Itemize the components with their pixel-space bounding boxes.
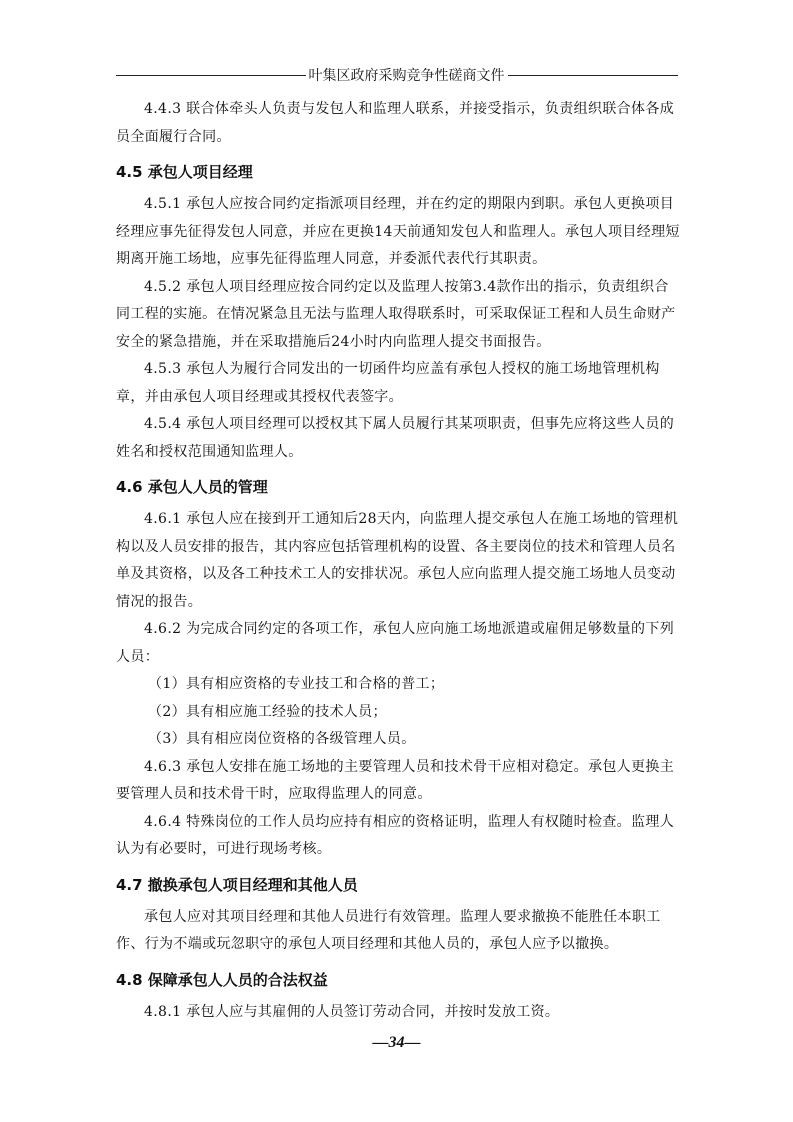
paragraph-4-4-3: 4.4.3 联合体牵头人负责与发包人和监理人联系，并接受指示，负责组织联合体各成员全面履行合同。 xyxy=(116,101,675,145)
page-number: —34— xyxy=(372,1034,421,1051)
paragraph-4-6-1: 4.6.1 承包人应在接到开工通知后28天内，向监理人提交承包人在施工场地的管理机构以及人员安排的报告，其内容应包括管理机构的设置、各主要岗位的技术和管理人员名单及其资格，以及各工种技术工人的安排状况。承包人应向监理人提交施工场地人员变动情况的报告。 xyxy=(116,511,679,610)
header-rule-right xyxy=(508,75,678,76)
page-header xyxy=(0,64,793,86)
paragraph-4-6-4: 4.6.4 特殊岗位的工作人员均应持有相应的资格证明，监理人有权随时检查。监理人认为有必要时，可进行现场考核。 xyxy=(116,813,675,857)
paragraph-4-7: 承包人应对其项目经理和其他人员进行有效管理。监理人要求撤换不能胜任本职工作、行为不端或玩忽职守的承包人项目经理和其他人员的，承包人应予以撤换。 xyxy=(116,908,661,952)
paragraph-4-6-3: 4.6.3 承包人安排在施工场地的主要管理人员和技术骨干应相对稳定。承包人更换主要管理人员和技术骨干时，应取得监理人的同意。 xyxy=(116,758,675,802)
paragraph-4-8-1: 4.8.1 承包人应与其雇佣的人员签订劳动合同，并按时发放工资。 xyxy=(144,1003,560,1020)
section-heading-4-5: 4.5 承包人项目经理 xyxy=(116,163,253,181)
paragraph-4-6-2: 4.6.2 为完成合同约定的各项工作，承包人应向施工场地派遣或雇佣足够数量的下列人员： xyxy=(116,621,675,665)
section-heading-4-8: 4.8 保障承包人人员的合法权益 xyxy=(116,970,328,989)
paragraph-4-5-4: 4.5.4 承包人项目经理可以授权其下属人员履行其某项职责，但事先应将这些人员的姓名和授权范围通知监理人。 xyxy=(116,416,675,460)
document-body xyxy=(116,96,681,1026)
list-item: （2）具有相应施工经验的技术人员； xyxy=(148,703,387,720)
header-rule-left xyxy=(116,75,306,76)
list-item: （3）具有相应岗位资格的各级管理人员。 xyxy=(148,731,416,747)
list-item: （1）具有相应资格的专业技工和合格的普工； xyxy=(148,676,445,692)
paragraph-4-5-3: 4.5.3 承包人为履行合同发出的一切函件均应盖有承包人授权的施工场地管理机构章，并由承包人项目经理或其授权代表签字。 xyxy=(116,361,660,405)
paragraph-4-5-1: 4.5.1 承包人应按合同约定指派项目经理，并在约定的期限内到职。承包人更换项目经理应事先征得发包人同意，并应在更换14天前通知发包人和监理人。承包人项目经理短期离开施工场地，应事先征得监理人同意，并委派代表代行其职责。 xyxy=(116,196,680,267)
document-title: 叶集区政府采购竞争性磋商文件 xyxy=(308,68,505,84)
section-heading-4-6: 4.6 承包人人员的管理 xyxy=(116,478,268,496)
section-heading-4-7: 4.7 撤换承包人项目经理和其他人员 xyxy=(116,875,358,894)
paragraph-4-5-2: 4.5.2 承包人项目经理应按合同约定以及监理人按第3.4款作出的指示，负责组织合同工程的实施。在情况紧急且无法与监理人取得联系时，可采取保证工程和人员生命财产安全的紧急措施，并在采取措施后24小时内向监理人提交书面报告。 xyxy=(116,278,676,350)
